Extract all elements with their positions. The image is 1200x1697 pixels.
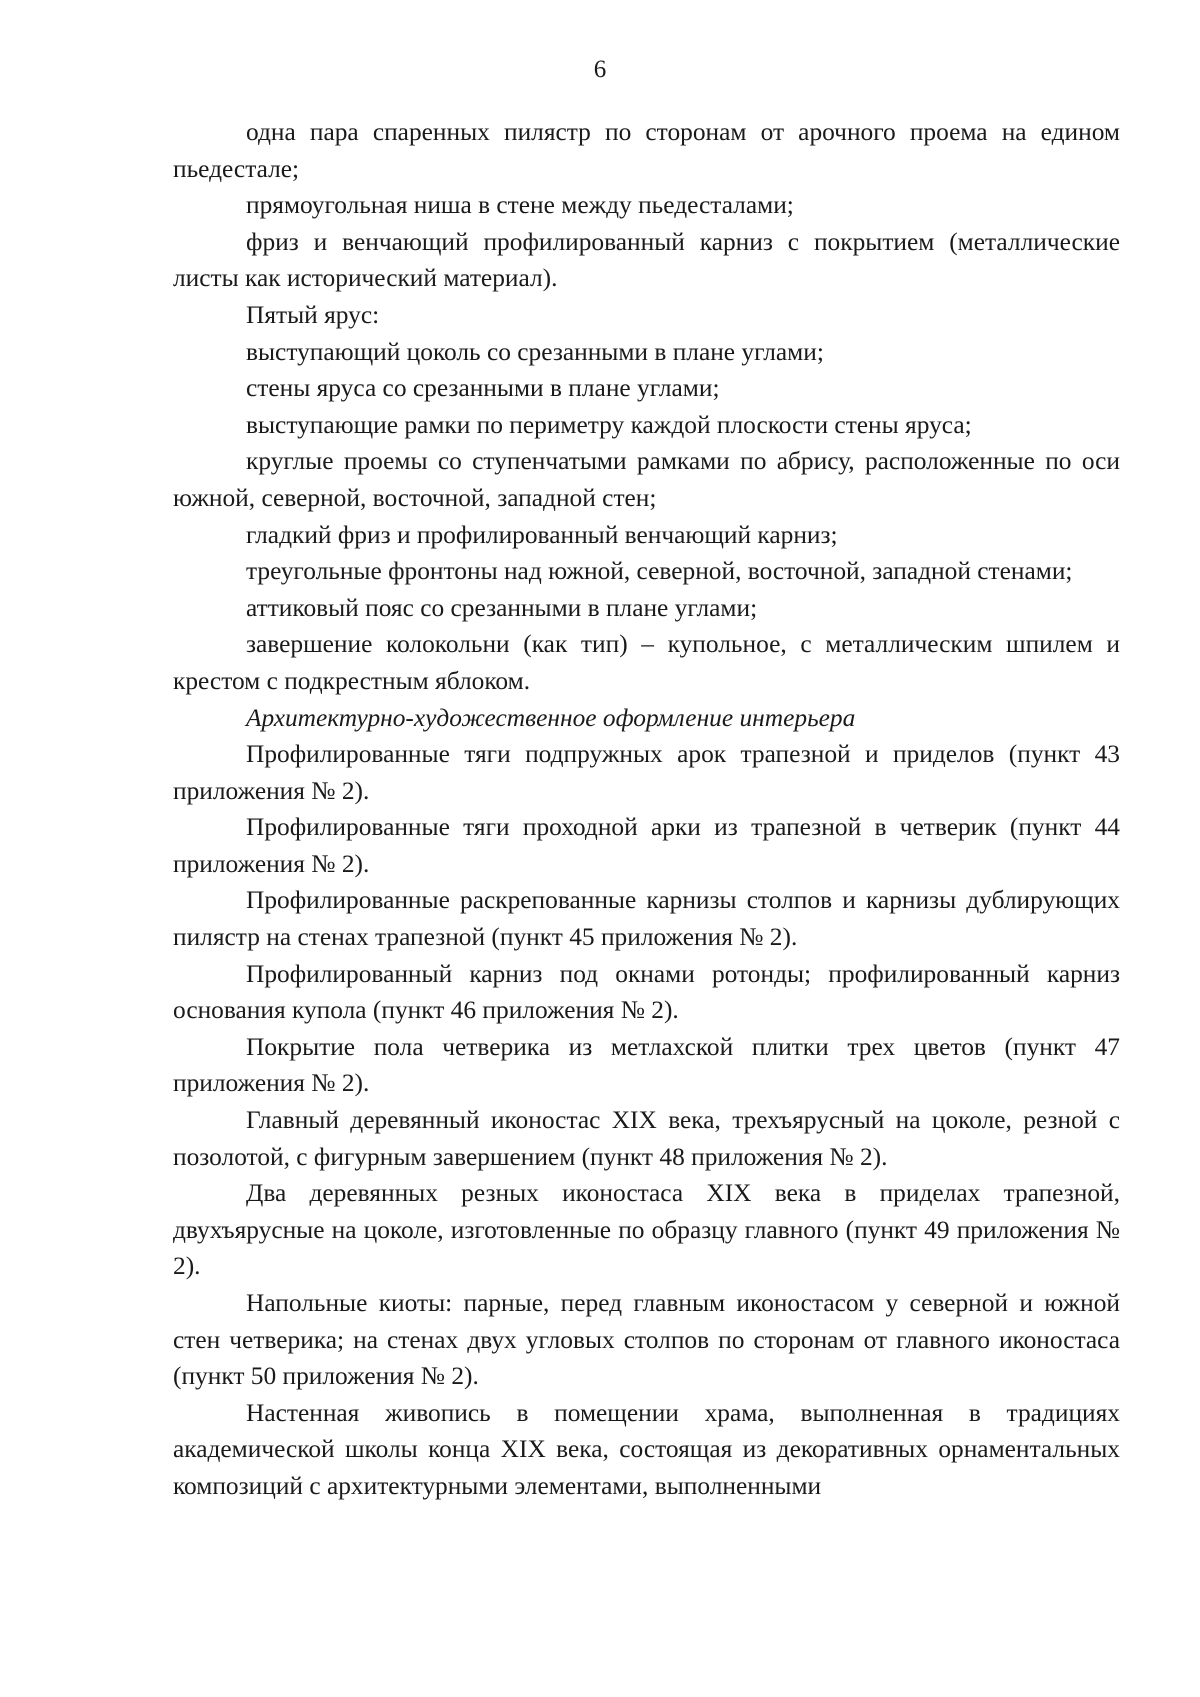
paragraph: одна пара спаренных пилястр по сторонам от арочного проема на едином пьедестале;: [173, 118, 1120, 183]
paragraph: Покрытие пола четверика из метлахской плитки трех цветов (пункт 47 приложения № 2).: [173, 1032, 1120, 1098]
paragraph: Профилированные раскрепованные карнизы столпов и карнизы дублирующих пилястр на стенах трапезной (пункт 45 приложения № 2).: [173, 886, 1120, 952]
paragraph: фриз и венчающий профилированный карниз с покрытием (металлические листы как исторический материал).: [173, 227, 1120, 293]
paragraph: Настенная живопись в помещении храма, выполненная в традициях академической школы конца XIX века, состоящая из декоративных орнаментальных композиций с архитектурными элементами, выполненными: [173, 1398, 1120, 1500]
paragraph: завершение колокольни (как тип) – купольное, с металлическим шпилем и крестом с подкрестным яблоком.: [173, 630, 1120, 695]
paragraph: Профилированные тяги проходной арки из трапезной в четверик (пункт 44 приложения № 2).: [173, 813, 1120, 878]
paragraph: круглые проемы со ступенчатыми рамками по абрису, расположенные по оси южной, северной, восточной, западной стен;: [173, 447, 1120, 512]
paragraph: Профилированные тяги подпружных арок трапезной и приделов (пункт 43 приложения № 2).: [173, 740, 1120, 805]
paragraph: треугольные фронтоны над южной, северной, восточной, западной стенами;: [246, 557, 1073, 586]
paragraph: выступающие рамки по периметру каждой плоскости стены яруса;: [246, 410, 972, 439]
paragraph: аттиковый пояс со срезанными в плане углами;: [246, 593, 758, 622]
section-heading: Архитектурно-художественное оформление интерьера: [246, 703, 856, 732]
paragraph: гладкий фриз и профилированный венчающий карниз;: [246, 520, 838, 549]
paragraph: выступающий цоколь со срезанными в плане углами;: [246, 337, 824, 366]
paragraph: Напольные киоты: парные, перед главным иконостасом у северной и южной стен четверика; на стенах двух угловых столпов по сторонам от главного иконостаса (пункт 50 приложения № 2).: [173, 1289, 1120, 1391]
document-body: [173, 114, 1120, 1505]
paragraph: прямоугольная ниша в стене между пьедесталами;: [246, 191, 794, 220]
paragraph: Пятый ярус:: [246, 300, 380, 329]
paragraph: стены яруса со срезанными в плане углами;: [246, 374, 720, 403]
paragraph: Профилированный карниз под окнами ротонды; профилированный карниз основания купола (пункт 46 приложения № 2).: [173, 959, 1120, 1025]
paragraph: Главный деревянный иконостас XIX века, трехъярусный на цоколе, резной с позолотой, с фигурным завершением (пункт 48 приложения № 2).: [173, 1106, 1120, 1171]
page-number: 6: [593, 56, 607, 83]
paragraph: Два деревянных резных иконостаса XIX века в приделах трапезной, двухъярусные на цоколе, изготовленные по образцу главного (пункт 49 приложения № 2).: [173, 1179, 1120, 1281]
